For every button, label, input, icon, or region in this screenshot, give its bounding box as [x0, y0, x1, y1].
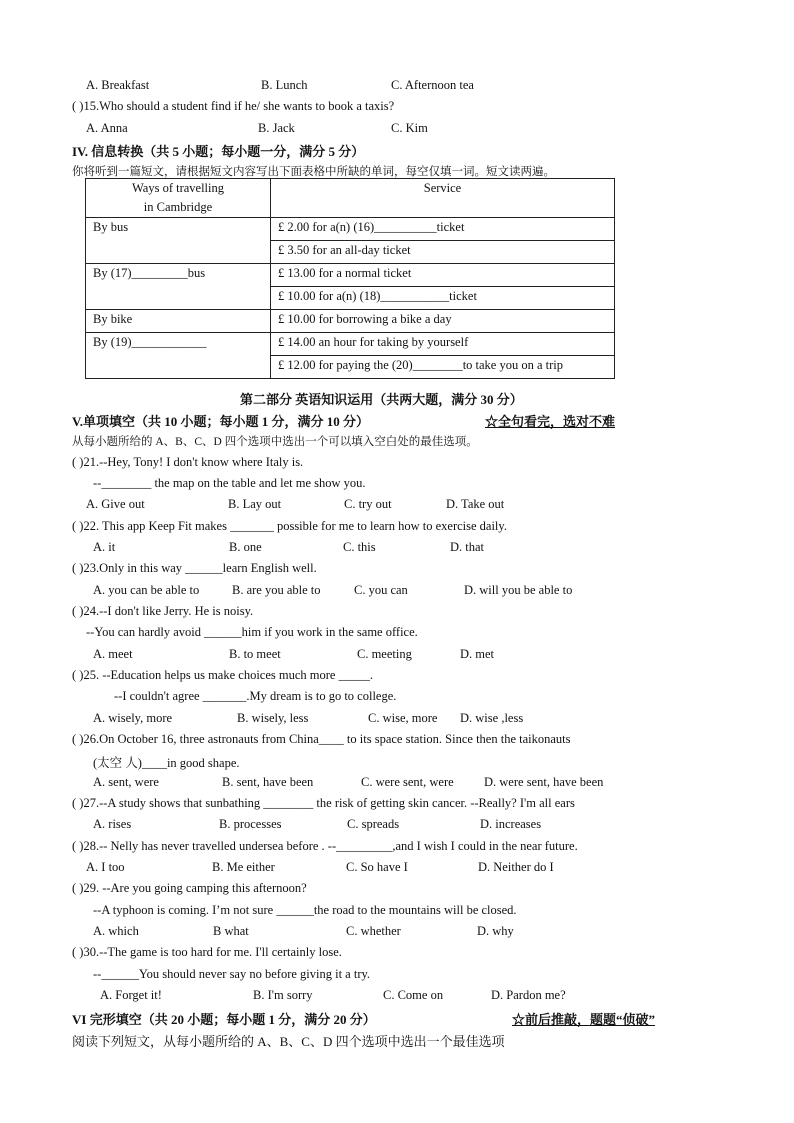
- q14-option-c: C. Afternoon tea: [391, 78, 474, 92]
- table-row: [86, 333, 615, 356]
- question-line: --You can hardly avoid ______him if you work in the same office.: [86, 625, 418, 639]
- table-row: [86, 218, 615, 241]
- header-left-line2: in Cambridge: [143, 200, 213, 214]
- table-cell-way: By bus: [86, 218, 271, 264]
- question-line: --I couldn't agree _______.My dream is to go to college.: [114, 689, 397, 703]
- table-cell-service: £ 3.50 for an all-day ticket: [271, 241, 615, 264]
- question-line: ( )26.On October 16, three astronauts from China____ to its space station. Since then the taikonauts: [72, 732, 571, 746]
- question-line: D. met: [460, 647, 495, 661]
- q15-stem: ( )15.Who should a student find if he/ she wants to book a taxis?: [72, 99, 395, 113]
- question-line: B. to meet: [229, 647, 281, 661]
- question-line: B. processes: [219, 817, 282, 831]
- table-cell-way: By bike: [86, 310, 271, 333]
- question-line: ( )30.--The game is too hard for me. I'll certainly lose.: [72, 945, 342, 959]
- table-row: [86, 264, 615, 287]
- info-table: [85, 178, 615, 379]
- question-line: A. Give out: [86, 497, 145, 511]
- question-line: C. Come on: [383, 988, 444, 1002]
- question-line: D. wise ,less: [460, 711, 524, 725]
- question-line: (太空 人)____in good shape.: [93, 756, 240, 770]
- question-line: A. sent, were: [93, 775, 159, 789]
- table-header-left: [86, 179, 271, 218]
- question-line: ( )25. --Education helps us make choices much more _____.: [72, 668, 373, 682]
- section4-instruction: 你将听到一篇短文，请根据短文内容写出下面表格中所缺的单词，每空仅填一词。短文读两遍。: [72, 166, 555, 178]
- table-cell-service: £ 12.00 for paying the (20)________to take you on a trip: [271, 356, 615, 379]
- table-cell-service: £ 10.00 for borrowing a bike a day: [271, 310, 615, 333]
- question-line: ( )21.--Hey, Tony! I don't know where Italy is.: [72, 455, 304, 469]
- section5-title: V.单项填空（共 10 小题；每小题 1 分，满分 10 分）: [72, 414, 369, 429]
- section6-tip: ☆前后推敲，题题“侦破”: [512, 1012, 656, 1027]
- question-line: --A typhoon is coming. I’m not sure ______the road to the mountains will be closed.: [93, 903, 517, 917]
- question-line: D. will you be able to: [464, 583, 573, 597]
- question-line: A. meet: [93, 647, 133, 661]
- question-line: C. try out: [344, 497, 392, 511]
- header-left-line1: Ways of travelling: [131, 181, 225, 195]
- question-line: B. I'm sorry: [253, 988, 313, 1002]
- question-line: ( )24.--I don't like Jerry. He is noisy.: [72, 604, 254, 618]
- question-line: B. Lay out: [228, 497, 282, 511]
- question-line: --________ the map on the table and let me show you.: [93, 476, 366, 490]
- question-line: B. wisely, less: [237, 711, 309, 725]
- question-line: B. one: [229, 540, 262, 554]
- question-line: C. whether: [346, 924, 401, 938]
- question-line: A. which: [93, 924, 139, 938]
- part2-title: 第二部分 英语知识运用（共两大题，满分 30 分）: [240, 392, 523, 407]
- q14-option-b: B. Lunch: [261, 78, 308, 92]
- question-line: C. were sent, were: [361, 775, 454, 789]
- section6-title: VI 完形填空（共 20 小题；每小题 1 分，满分 20 分）: [72, 1012, 376, 1027]
- question-line: C. meeting: [357, 647, 412, 661]
- question-line: --______You should never say no before giving it a try.: [93, 967, 371, 981]
- question-line: B. are you able to: [232, 583, 321, 597]
- table-cell-service: £ 14.00 an hour for taking by yourself: [271, 333, 615, 356]
- question-line: ( )23.Only in this way ______learn English well.: [72, 561, 317, 575]
- question-line: ( )29. --Are you going camping this afternoon?: [72, 881, 307, 895]
- question-line: ( )28.-- Nelly has never travelled undersea before . --_________,and I wish I could in the near future.: [72, 839, 578, 853]
- question-line: D. why: [477, 924, 514, 938]
- question-line: ( )22. This app Keep Fit makes _______ possible for me to learn how to exercise daily.: [72, 519, 507, 533]
- question-line: D. increases: [480, 817, 542, 831]
- q15-option-c: C. Kim: [391, 121, 428, 135]
- table-cell-way: By (19)____________: [86, 333, 271, 379]
- question-line: D. were sent, have been: [484, 775, 604, 789]
- table-cell-way: By (17)_________bus: [86, 264, 271, 310]
- question-line: D. Take out: [446, 497, 505, 511]
- question-line: A. Forget it!: [100, 988, 162, 1002]
- q15-option-b: B. Jack: [258, 121, 295, 135]
- table-row: [86, 310, 615, 333]
- question-line: A. it: [93, 540, 116, 554]
- question-line: D. Neither do I: [478, 860, 554, 874]
- table-cell-service: £ 13.00 for a normal ticket: [271, 264, 615, 287]
- question-line: A. rises: [93, 817, 132, 831]
- table-cell-service: £ 10.00 for a(n) (18)___________ticket: [271, 287, 615, 310]
- question-line: A. wisely, more: [93, 711, 173, 725]
- question-line: B. sent, have been: [222, 775, 314, 789]
- question-line: D. that: [450, 540, 485, 554]
- question-line: C. wise, more: [368, 711, 438, 725]
- question-line: C. you can: [354, 583, 408, 597]
- question-line: D. Pardon me?: [491, 988, 566, 1002]
- question-line: C. this: [343, 540, 376, 554]
- question-line: B. Me either: [212, 860, 275, 874]
- question-line: B what: [213, 924, 249, 938]
- table-header-row: [86, 179, 615, 218]
- question-line: C. So have I: [346, 860, 408, 874]
- question-line: A. you can be able to: [93, 583, 200, 597]
- section4-title: IV. 信息转换（共 5 小题；每小题一分，满分 5 分）: [72, 144, 365, 159]
- section5-instruction: 从每小题所给的 A、B、C、D 四个选项中选出一个可以填入空白处的最佳选项。: [72, 436, 478, 448]
- question-line: ( )27.--A study shows that sunbathing ________ the risk of getting skin cancer. --Really? I'm all ears: [72, 796, 575, 810]
- table-header-right: Service: [271, 179, 615, 218]
- section5-tip: ☆全句看完，选对不难: [485, 414, 616, 429]
- q15-option-a: A. Anna: [86, 121, 128, 135]
- question-line: C. spreads: [347, 817, 400, 831]
- table-cell-service: £ 2.00 for a(n) (16)__________ticket: [271, 218, 615, 241]
- q14-option-a: A. Breakfast: [86, 78, 150, 92]
- section6-instruction: 阅读下列短文，从每小题所给的 A、B、C、D 四个选项中选出一个最佳选项: [72, 1034, 505, 1049]
- question-line: A. I too: [86, 860, 125, 874]
